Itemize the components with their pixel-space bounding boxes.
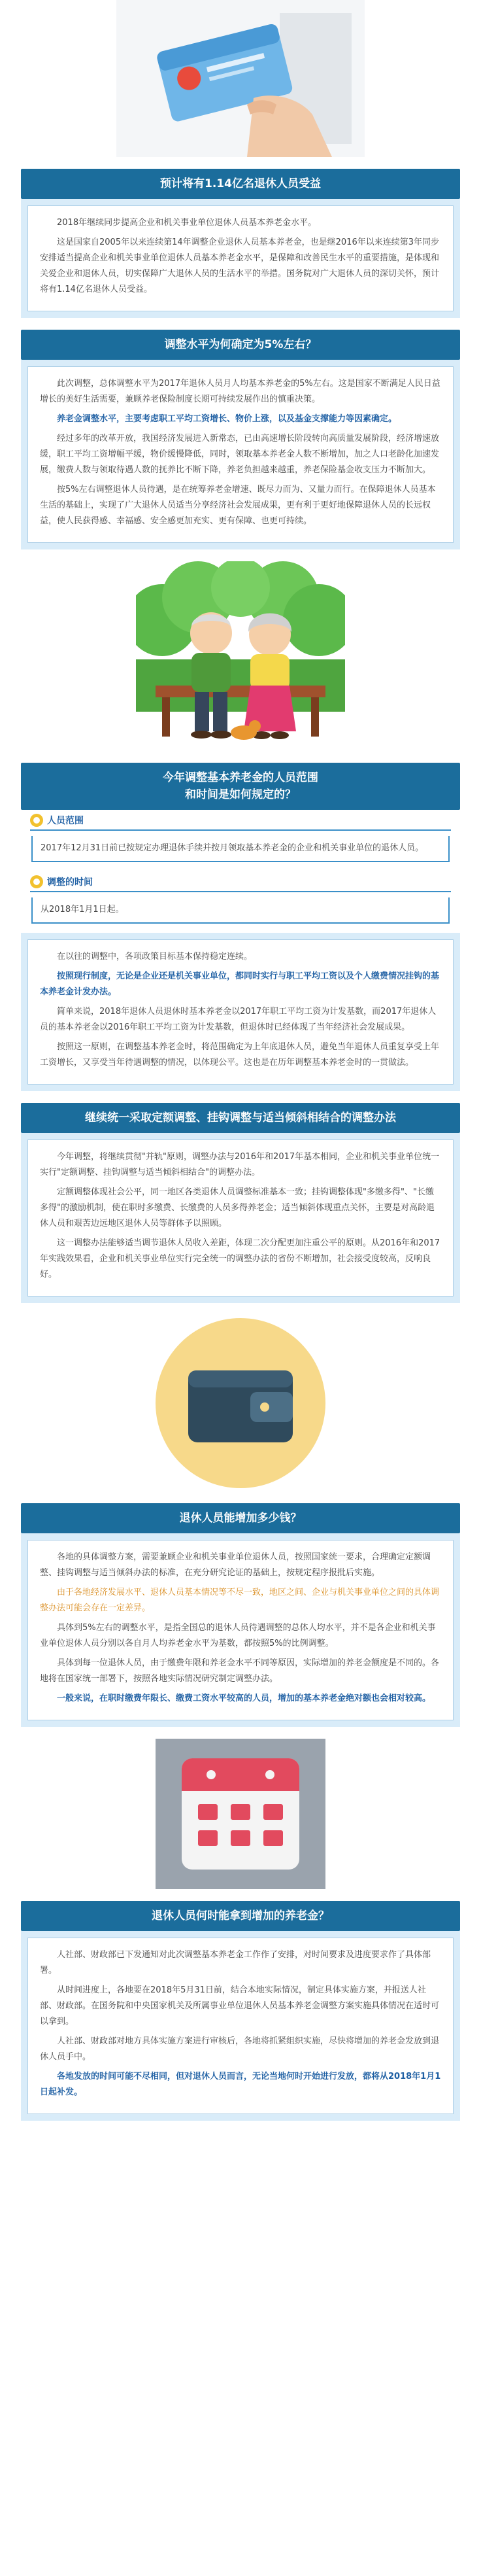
- elderly-couple-illustration: [136, 561, 345, 751]
- paragraph-highlight: 按照现行制度，无论是企业还是机关事业单位，都同时实行与职工平均工资以及个人缴费情况挂钩的基本养老金计发办法。: [40, 971, 440, 997]
- subsection-label: 人员范围: [47, 816, 84, 826]
- calendar-icon: [156, 1739, 325, 1889]
- paragraph-highlight: 养老金调整水平，主要考虑职工平均工资增长、物价上涨，以及基金支撑能力等因素确定。: [57, 414, 397, 424]
- subsection-label: 调整的时间: [47, 877, 93, 888]
- section-panel: [21, 1931, 460, 2121]
- section-panel: [21, 199, 460, 318]
- paragraph: 此次调整，总体调整水平为2017年退休人员月人均基本养老金的5%左右。这是国家不断满足人民日益增长的美好生活需要，兼顾养老保险制度长期可持续发展作出的慎重决策。: [40, 379, 440, 404]
- divider: [30, 829, 451, 831]
- section-panel: [21, 1533, 460, 1727]
- section-title: 退休人员能增加多少钱？: [21, 1503, 460, 1533]
- paragraph: 从时间进度上，各地要在2018年5月31日前，结合本地实际情况，制定具体实施方案，并报送人社部、财政部。在国务院和中央国家机关及所属事业单位退休人员基本养老金调整方案实施具体情况在适时可以拿到。: [40, 1985, 440, 2027]
- paragraph: 经过多年的改革开放，我国经济发展进入新常态，已由高速增长阶段转向高质量发展阶段，经济增速放缓，职工平均工资增幅平缓，物价缓慢降低，同时，领取基本养老金人数不断增加，加之人口老龄化加速发展，缴费人数与领取待遇人数的抚养比不断下降，养老负担越来越重，养老保险基金收支压力不断加大。: [40, 434, 440, 475]
- paragraph: 人社部、财政部对地方具体实施方案进行审核后，各地将抓紧组织实施，尽快将增加的养老金发放到退休人员手中。: [40, 2036, 440, 2062]
- paragraph-highlight: 一般来说，在职时缴费年限长、缴费工资水平较高的人员，增加的基本养老金绝对额也会相对较高。: [57, 1694, 431, 1703]
- paragraph: 具体到5%左右的调整水平，是指全国总的退休人员待遇调整的总体人均水平，并不是各企业和机关事业单位退休人员分别以各自月人均养老金水平为基数，都按照5%的比例调整。: [40, 1623, 436, 1648]
- section-title: [21, 763, 460, 810]
- section-title-line2: 和时间是如何规定的？: [185, 788, 296, 801]
- section-title: 继续统一采取定额调整、挂钩调整与适当倾斜相结合的调整办法: [21, 1103, 460, 1133]
- section-panel: [21, 1133, 460, 1303]
- section-panel: [21, 933, 460, 1091]
- paragraph: 今年调整，将继续贯彻"并轨"原则，调整办法与2016年和2017年基本相同，企业和机关事业单位统一实行"定额调整、挂钩调整与适当倾斜相结合"的调整办法。: [40, 1152, 440, 1177]
- paragraph: 人社部、财政部已下发通知对此次调整基本养老金工作作了安排，对时间要求及进度要求作了具体部署。: [40, 1950, 431, 1976]
- paragraph: 2018年继续同步提高企业和机关事业单位退休人员基本养老金水平。: [57, 218, 317, 228]
- paragraph: 按5%左右调整退休人员待遇，是在统筹养老金增速、既尽力而为、又量力而行。在保障退休人员基本生活的基础上，实现了广大退休人员适当分享经济社会发展成果，更有利于更好地保障退休人员的长远权益，使人民获得感、幸福感、安全感更加充实、更有保障、也更可持续。: [40, 485, 436, 526]
- section-title-line1: 今年调整基本养老金的人员范围: [163, 771, 318, 784]
- paragraph: 具体到每一位退休人员，由于缴费年限和养老金水平不同等原因，实际增加的养老金额度是不同的。各地将在国家统一部署下，按照各地实际情况研究制定调整办法。: [40, 1658, 440, 1684]
- subsection-header: [21, 871, 460, 894]
- paragraph: 这一调整办法能够适当调节退休人员收入差距，体现二次分配更加注重公平的原则。从2016年和2017年实践效果看，企业和机关事业单位实行完全统一的调整办法的省份不断增加，社会接受度较高，反响良好。: [40, 1238, 440, 1279]
- paragraph: 在以往的调整中，各项政策目标基本保持稳定连续。: [57, 952, 253, 962]
- paragraph: 定额调整体现社会公平，同一地区各类退休人员调整标准基本一致；挂钩调整体现"多缴多得"、"长缴多得"的激励机制，使在职时多缴费、长缴费的人员多得养老金；适当倾斜体现重点关怀，主要是对高龄退休人员和艰苦边远地区退休人员等群体予以照顾。: [40, 1187, 435, 1228]
- section-body: [27, 205, 454, 311]
- paragraph: 这是国家自2005年以来连续第14年调整企业退休人员基本养老金，也是继2016年以来连续第3年同步安排适当提高企业和机关事业单位退休人员基本养老金水平，是保障和改善民生水平的重要措施，是体现和关爱企业和退休人员，切实保障广大退休人员的生活水平的举措。国务院对广大退休人员的深切关怀，预计将有1.14亿名退休人员受益。: [40, 237, 440, 294]
- circle-bullet-icon: [30, 875, 43, 888]
- section-panel: [21, 360, 460, 549]
- subsection-body: 从2018年1月1日起。: [31, 897, 450, 924]
- divider: [30, 891, 451, 892]
- wallet-icon: [152, 1315, 329, 1491]
- paragraph: 按照这一原则，在调整基本养老金时，将范围确定为上年底退休人员，避免当年退休人员重复享受上年工资增长，又享受当年待遇调整的情况，以体现公平。这也是在历年调整基本养老金时的一贯做法。: [40, 1042, 440, 1068]
- paragraph-highlight: 各地发放的时间可能不尽相同，但对退休人员而言，无论当地何时开始进行发放，都将从2018年1月1日起补发。: [40, 2072, 441, 2097]
- paragraph: 简单来说，2018年退休人员退休时基本养老金以2017年职工平均工资为计发基数，而2017年退休人员的基本养老金以2016年职工平均工资为计发基数，但退休时已经体现了当年经济社会发展成果。: [40, 1007, 437, 1032]
- section-title: 调整水平为何确定为5%左右？: [21, 330, 460, 360]
- section-body: [27, 1938, 454, 2114]
- subsection-header: [21, 810, 460, 832]
- paragraph: 各地的具体调整方案，需要兼顾企业和机关事业单位退休人员，按照国家统一要求，合理确定定额调整、挂钩调整与适当倾斜办法的标准，在充分研究论证的基础上，按规定程序报批后实施。: [40, 1552, 431, 1578]
- section-body: [27, 1540, 454, 1720]
- subsection-body: 2017年12月31日前已按规定办理退休手续并按月领取基本养老金的企业和机关事业单位的退休人员。: [31, 836, 450, 862]
- section-title: 预计将有1.14亿名退休人员受益: [21, 169, 460, 199]
- section-body: [27, 939, 454, 1085]
- section-title: 退休人员何时能拿到增加的养老金？: [21, 1901, 460, 1931]
- section-body: [27, 1140, 454, 1297]
- paragraph-highlight-orange: 由于各地经济发展水平、退休人员基本情况等不尽一致，地区之间、企业与机关事业单位之间的具体调整办法可能会存在一定差异。: [40, 1588, 440, 1613]
- card-hand-illustration: [116, 0, 365, 157]
- circle-bullet-icon: [30, 814, 43, 827]
- section-body: [27, 366, 454, 543]
